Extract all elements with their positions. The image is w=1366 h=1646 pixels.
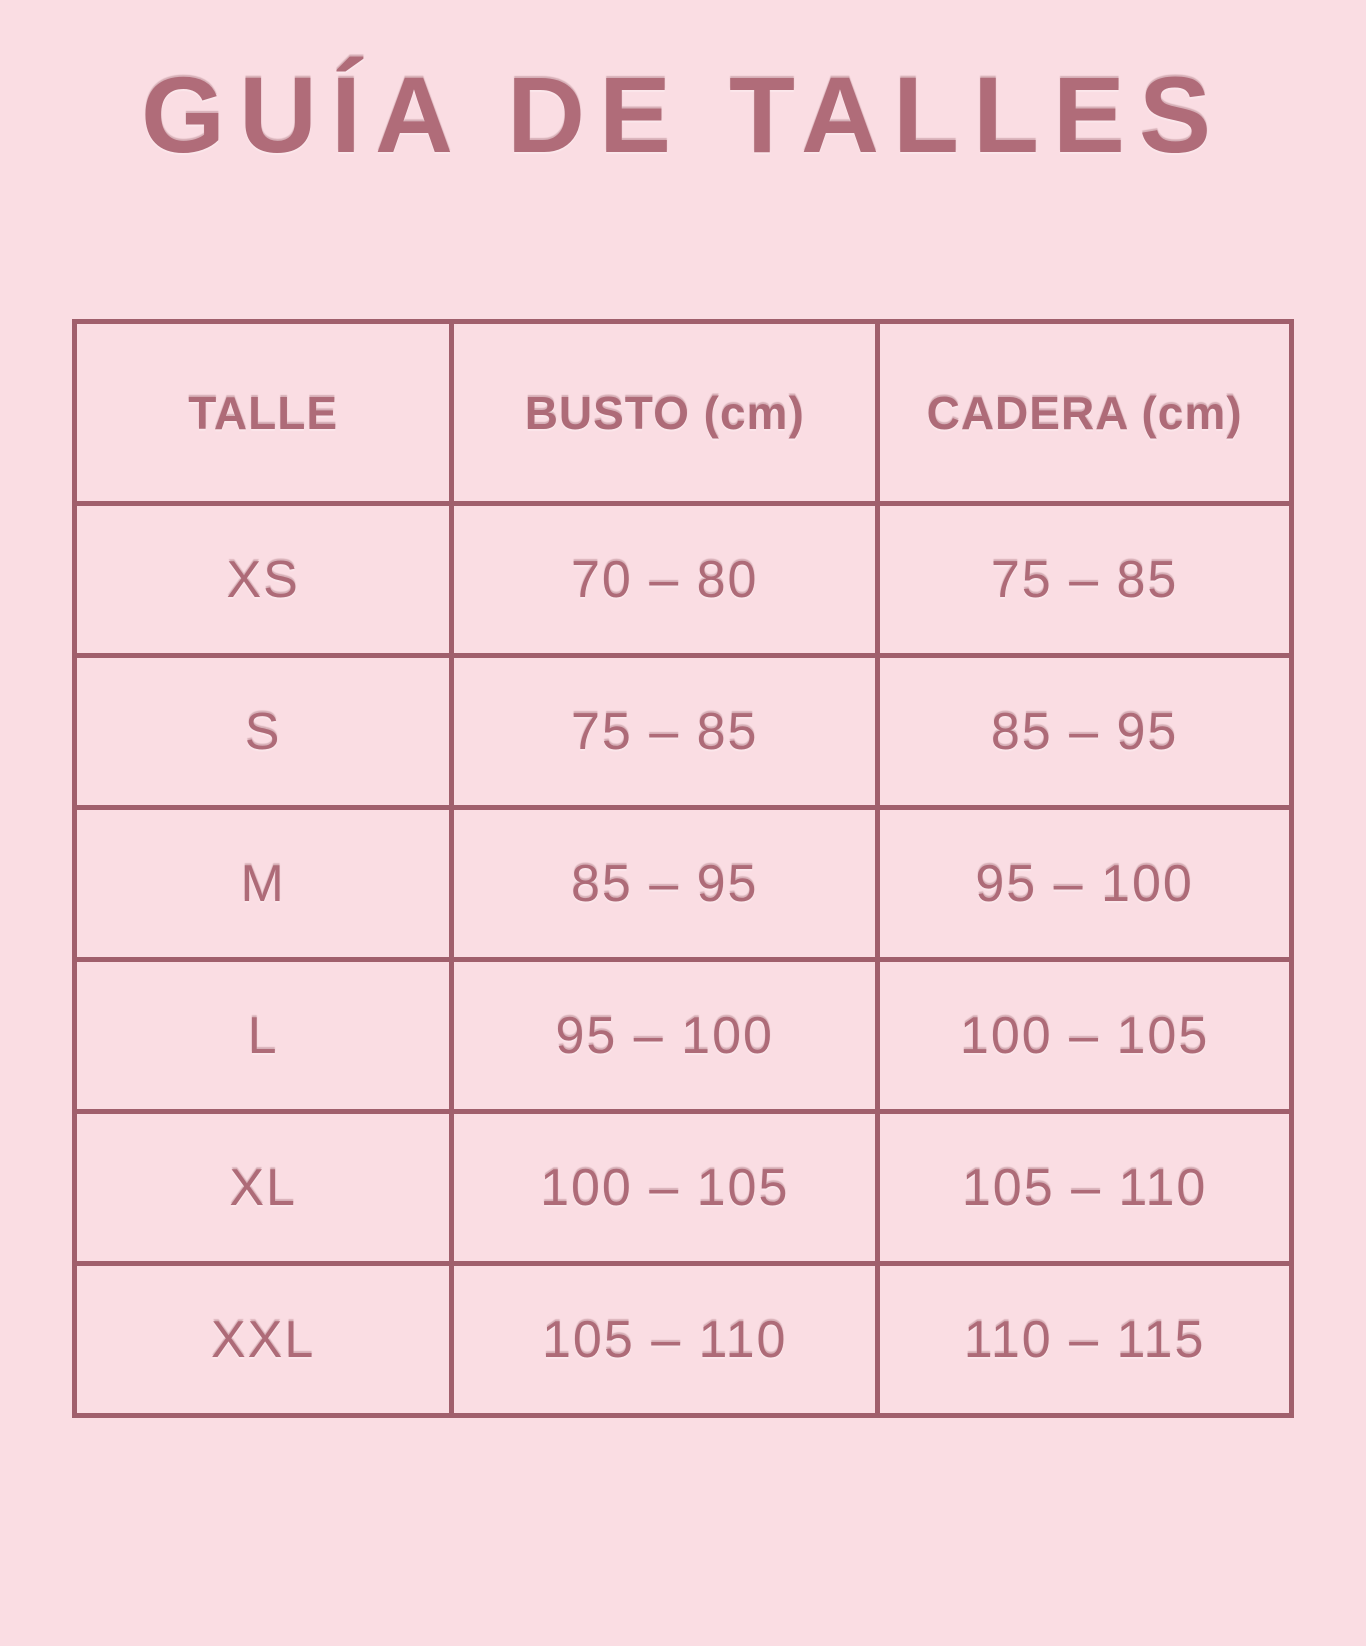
table-row-xxl xyxy=(75,1264,1292,1416)
column-header-talle: TALLE xyxy=(75,322,452,504)
cell-busto-range: 70 – 80 xyxy=(452,504,878,656)
table-row-m xyxy=(75,808,1292,960)
cell-size-label: XS xyxy=(75,504,452,656)
cell-cadera-range: 110 – 115 xyxy=(878,1264,1292,1416)
cell-size-label: M xyxy=(75,808,452,960)
cell-cadera-range: 105 – 110 xyxy=(878,1112,1292,1264)
cell-cadera-range: 85 – 95 xyxy=(878,656,1292,808)
cell-size-label: XXL xyxy=(75,1264,452,1416)
cell-cadera-range: 95 – 100 xyxy=(878,808,1292,960)
column-header-cadera: CADERA (cm) xyxy=(878,322,1292,504)
page-title: GUÍA DE TALLES xyxy=(141,54,1225,175)
cell-busto-range: 105 – 110 xyxy=(452,1264,878,1416)
cell-cadera-range: 75 – 85 xyxy=(878,504,1292,656)
table-header-row xyxy=(75,322,1292,504)
table-row-xl xyxy=(75,1112,1292,1264)
size-guide-table xyxy=(72,319,1294,1418)
cell-size-label: L xyxy=(75,960,452,1112)
cell-size-label: XL xyxy=(75,1112,452,1264)
cell-busto-range: 75 – 85 xyxy=(452,656,878,808)
table-row-xs xyxy=(75,504,1292,656)
cell-busto-range: 100 – 105 xyxy=(452,1112,878,1264)
cell-cadera-range: 100 – 105 xyxy=(878,960,1292,1112)
table-row-s xyxy=(75,656,1292,808)
cell-size-label: S xyxy=(75,656,452,808)
cell-busto-range: 85 – 95 xyxy=(452,808,878,960)
table-row-l xyxy=(75,960,1292,1112)
cell-busto-range: 95 – 100 xyxy=(452,960,878,1112)
column-header-busto: BUSTO (cm) xyxy=(452,322,878,504)
